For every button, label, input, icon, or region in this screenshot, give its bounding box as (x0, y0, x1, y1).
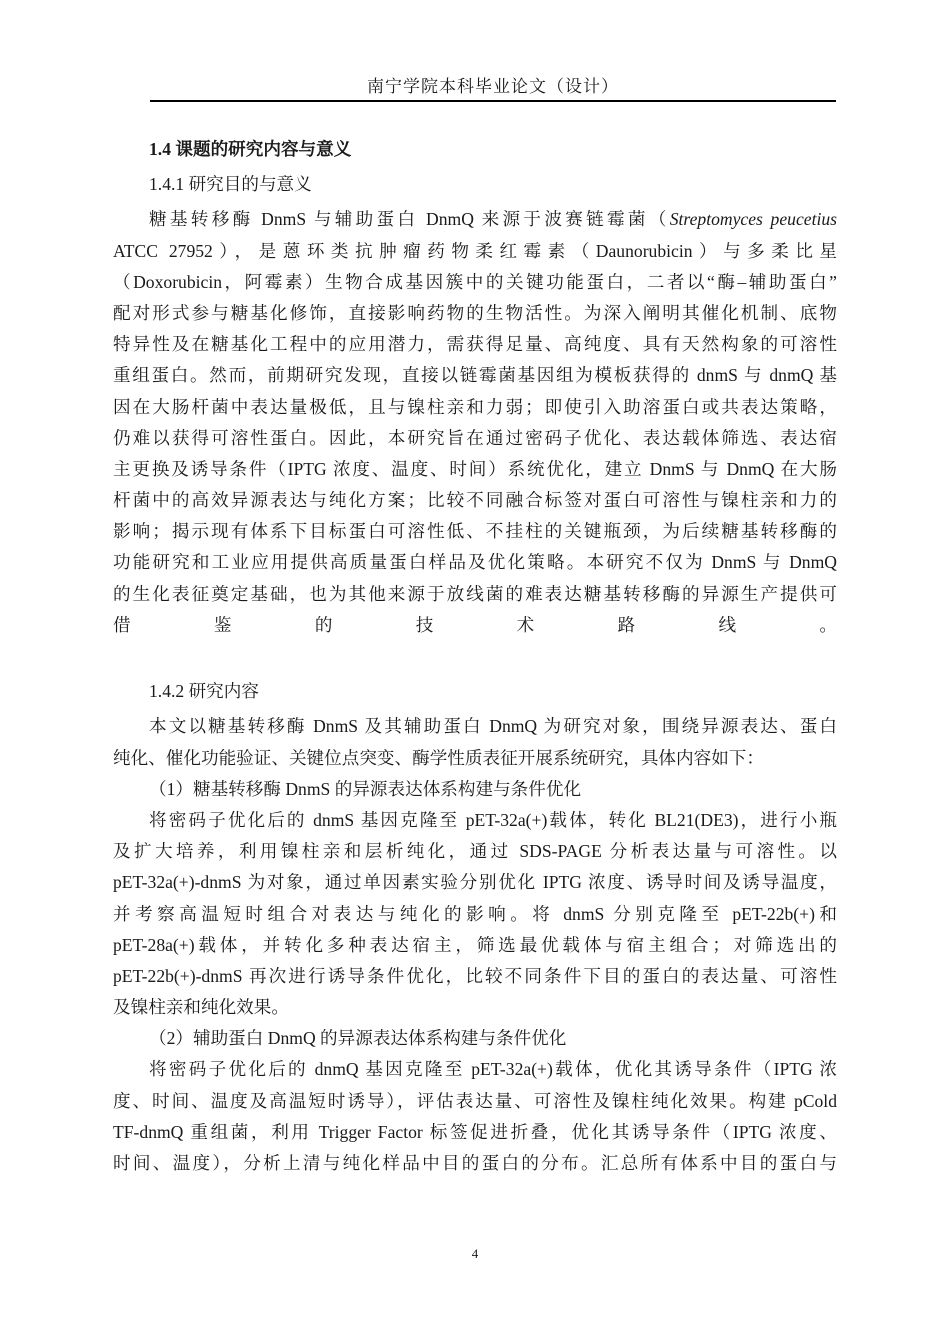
paragraph-line: 主更换及诱导条件（IPTG 浓度、温度、时间）系统优化，建立 DnmS 与 DnmQ 在大肠 (113, 458, 837, 479)
species-name: Streptomyces peucetius (669, 209, 837, 230)
paragraph-line: ATCC 27952），是蒽环类抗肿瘤药物柔红霉素（Daunorubicin）与多柔比星 (113, 240, 837, 261)
paragraph-line: 纯化、催化功能验证、关键位点突变、酶学性质表征开展系统研究，具体内容如下： (113, 747, 764, 768)
text-run: 糖基转移酶 DnmS 与辅助蛋白 DnmQ 来源于波赛链霉菌（ (149, 209, 670, 230)
item-title-1: （1）糖基转移酶 DnmS 的异源表达体系构建与条件优化 (149, 778, 582, 799)
paragraph-line: 本文以糖基转移酶 DnmS 及其辅助蛋白 DnmQ 为研究对象，围绕异源表达、蛋白 (149, 716, 837, 737)
running-header: 南宁学院本科毕业论文（设计） (367, 77, 619, 96)
paragraph-line: 借鉴的技术路线。 (113, 614, 837, 635)
paragraph-line: 重组蛋白。然而，前期研究发现，直接以链霉菌基因组为模板获得的 dnmS 与 dnmQ 基 (113, 365, 837, 386)
paragraph-line: 及镍柱亲和纯化效果。 (113, 997, 289, 1018)
paragraph-line: pET-32a(+)-dnmS 为对象，通过单因素实验分别优化 IPTG 浓度、诱导时间及诱导温度， (113, 872, 837, 893)
paragraph-line: 度、时间、温度及高温短时诱导），评估表达量、可溶性及镍柱纯化效果。构建 pCold (113, 1090, 837, 1111)
item-title-2: （2）辅助蛋白 DnmQ 的异源表达体系构建与条件优化 (149, 1028, 567, 1049)
header-rule (150, 100, 836, 102)
paragraph-line: TF-dnmQ 重组菌，利用 Trigger Factor 标签促进折叠，优化其诱导条件（IPTG 浓度、 (113, 1121, 837, 1142)
paragraph-line: pET-28a(+)载体，并转化多种表达宿主，筛选最优载体与宿主组合；对筛选出的 (113, 934, 837, 955)
paragraph-line: （Doxorubicin，阿霉素）生物合成基因簇中的关键功能蛋白，二者以“酶–辅助蛋白” (113, 271, 837, 292)
paragraph-line: 将密码子优化后的 dnmS 基因克隆至 pET-32a(+)载体，转化 BL21(DE3)，进行小瓶 (149, 809, 837, 830)
paragraph-line: 时间、温度），分析上清与纯化样品中目的蛋白的分布。汇总所有体系中目的蛋白与 (113, 1153, 837, 1173)
paragraph-line (113, 641, 837, 672)
paragraph-line: 并考察高温短时组合对表达与纯化的影响。将 dnmS 分别克隆至 pET-22b(+)和 (113, 903, 837, 924)
paragraph-line: 的生化表征奠定基础，也为其他来源于放线菌的难表达糖基转移酶的异源生产提供可 (113, 583, 837, 604)
paragraph-line: 配对形式参与糖基化修饰，直接影响药物的生物活性。为深入阐明其催化机制、底物 (113, 302, 837, 323)
paragraph-line: pET-22b(+)-dnmS 再次进行诱导条件优化，比较不同条件下目的蛋白的表达量、可溶性 (113, 965, 837, 986)
page-number: 4 (471, 1246, 479, 1261)
paragraph-line: 特异性及在糖基化工程中的应用潜力，需获得足量、高纯度、具有天然构象的可溶性 (113, 334, 837, 355)
paragraph-line: 影响；揭示现有体系下目标蛋白可溶性低、不挂柱的关键瓶颈，为后续糖基转移酶的 (113, 521, 837, 542)
subsection-title-1-4-2: 1.4.2 研究内容 (149, 681, 259, 702)
section-heading: 1.4 课题的研究内容与意义 (149, 139, 352, 159)
subsection-title-1-4-1: 1.4.1 研究目的与意义 (149, 174, 312, 195)
paragraph-line: 仍难以获得可溶性蛋白。因此，本研究旨在通过密码子优化、表达载体筛选、表达宿 (113, 427, 837, 448)
paragraph-line: 将密码子优化后的 dnmQ 基因克隆至 pET-32a(+)载体，优化其诱导条件（IPTG 浓 (149, 1059, 837, 1080)
paragraph-line: 因在大肠杆菌中表达量极低，且与镍柱亲和力弱；即使引入助溶蛋白或共表达策略， (113, 396, 837, 417)
paragraph-line: 杆菌中的高效异源表达与纯化方案；比较不同融合标签对蛋白可溶性与镍柱亲和力的 (113, 490, 837, 511)
paragraph-line: 功能研究和工业应用提供高质量蛋白样品及优化策略。本研究不仅为 DnmS 与 DnmQ (113, 552, 837, 573)
paragraph-line: 及扩大培养，利用镍柱亲和层析纯化，通过 SDS-PAGE 分析表达量与可溶性。以 (113, 841, 837, 862)
body-text (113, 134, 837, 1179)
paragraph-line (113, 204, 837, 235)
